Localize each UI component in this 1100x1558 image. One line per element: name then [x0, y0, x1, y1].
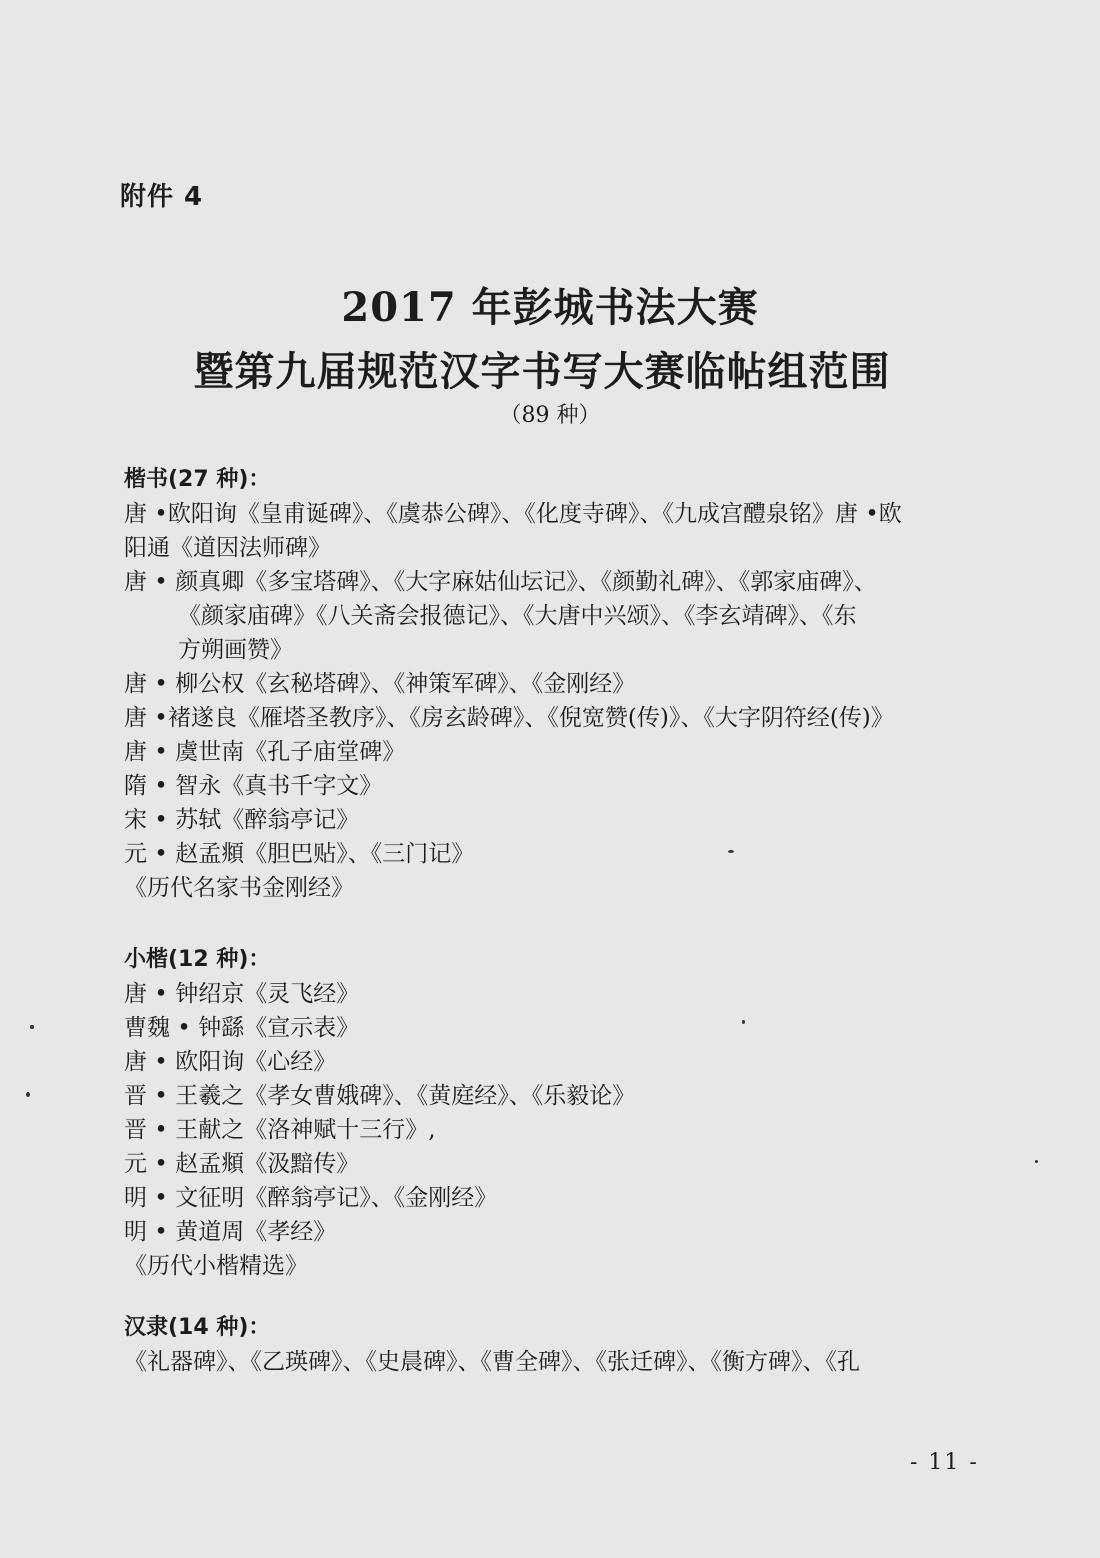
section-heading: 楷书(27 种)： [124, 467, 271, 492]
list-item: 唐 •褚遂良《雁塔圣教序》、《房玄龄碑》、《倪宽赞(传)》、《大字阴符经(传)》 [124, 705, 894, 731]
list-item: 方朔画赞》 [178, 637, 293, 663]
list-item: 《颜家庙碑》《八关斋会报德记》、《大唐中兴颂》、《李玄靖碑》、《东 [178, 603, 857, 629]
list-item: 唐 •欧阳询《皇甫诞碑》、《虞恭公碑》、《化度寺碑》、《九成宫醴泉铭》唐 •欧 [124, 501, 902, 527]
section-heading: 小楷(12 种)： [124, 947, 271, 972]
list-item: 阳通《道因法师碑》 [124, 535, 331, 561]
list-item: 唐 • 颜真卿《多宝塔碑》、《大字麻姑仙坛记》、《颜勤礼碑》、《郭家庙碑》、 [124, 569, 877, 595]
list-item: 唐 • 柳公权《玄秘塔碑》、《神策军碑》、《金刚经》 [124, 671, 636, 697]
list-item: 晋 • 王羲之《孝女曹娥碑》、《黄庭经》、《乐毅论》 [124, 1083, 636, 1109]
scan-speck [26, 1092, 30, 1097]
attachment-label: 附件 4 [120, 182, 204, 212]
list-item: 元 • 赵孟頫《汲黯传》 [124, 1151, 360, 1177]
list-item: 曹魏 • 钟繇《宣示表》 [124, 1015, 360, 1041]
list-item: 明 • 文征明《醉翁亭记》、《金刚经》 [124, 1185, 498, 1211]
section-xiaokai [124, 943, 1024, 1283]
list-item: 隋 • 智永《真书千字文》 [124, 773, 383, 799]
section-kaishu [124, 463, 1024, 905]
list-item: 唐 • 钟绍京《灵飞经》 [124, 981, 360, 1007]
list-item: 唐 • 虞世南《孔子庙堂碑》 [124, 739, 406, 765]
list-item: 元 • 赵孟頫《胆巴贴》、《三门记》 [124, 841, 475, 867]
scan-speck [742, 1020, 745, 1024]
list-item: 唐 • 欧阳询《心经》 [124, 1049, 337, 1075]
list-item: 《礼器碑》、《乙瑛碑》、《史晨碑》、《曹全碑》、《张迁碑》、《衡方碑》、《孔 [124, 1349, 860, 1375]
list-item: 晋 • 王献之《洛神赋十三行》, [124, 1117, 436, 1143]
page-number: - 11 - [910, 1450, 979, 1475]
scan-speck [1035, 1160, 1038, 1163]
scan-speck [728, 850, 734, 853]
list-item: 《历代小楷精选》 [124, 1253, 308, 1279]
section-hanli [124, 1311, 1024, 1379]
list-item: 《历代名家书金刚经》 [124, 875, 354, 901]
list-item: 明 • 黄道周《孝经》 [124, 1219, 337, 1245]
list-item: 宋 • 苏轼《醉翁亭记》 [124, 807, 360, 833]
scan-speck [30, 1025, 34, 1029]
section-heading: 汉隶(14 种)： [124, 1315, 271, 1340]
title-line-1: 2017 年彭城书法大赛 [341, 284, 759, 331]
title-line-2: 暨第九届规范汉字书写大赛临帖组范围 [193, 348, 891, 395]
title-count: （89 种） [499, 403, 601, 428]
